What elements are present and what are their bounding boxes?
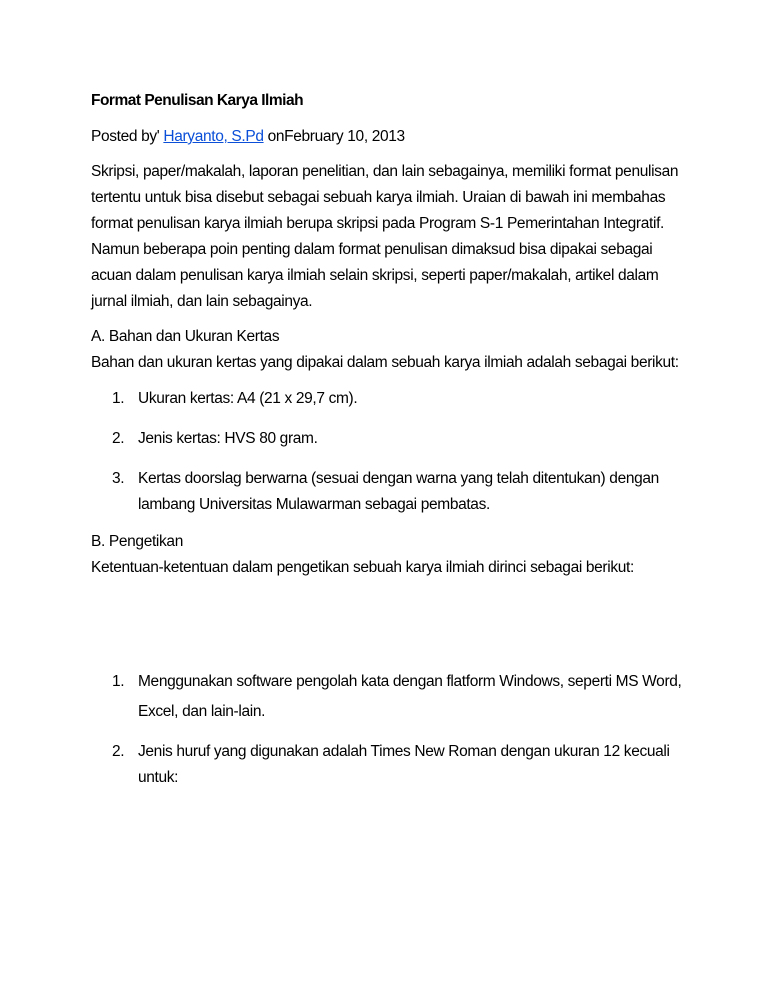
list-item — [91, 739, 691, 791]
list-item — [91, 386, 691, 412]
list-item-text: Ukuran kertas: A4 (21 x 29,7 cm). — [138, 390, 358, 407]
author-link[interactable]: Haryanto, S.Pd — [163, 128, 264, 145]
list-item-number: 1. — [112, 390, 125, 407]
list-item-number: 2. — [112, 430, 125, 447]
byline — [91, 124, 691, 150]
list-item — [91, 667, 691, 727]
blank-space — [91, 581, 691, 667]
list-item-number: 1. — [112, 673, 125, 690]
list-item-number: 3. — [112, 470, 125, 487]
list-item-text: Jenis huruf yang digunakan adalah Times New Roman dengan ukuran 12 kecuali untuk: — [138, 743, 670, 786]
section-a-heading: A. Bahan dan Ukuran Kertas — [91, 328, 280, 345]
list-item — [91, 466, 691, 518]
document-page — [91, 88, 691, 803]
list-item-text: Kertas doorslag berwarna (sesuai dengan warna yang telah ditentukan) dengan lambang Universitas Mulawarman sebagai pembatas. — [138, 470, 659, 513]
section-a-text: Bahan dan ukuran kertas yang dipakai dalam sebuah karya ilmiah adalah sebagai berikut: — [91, 354, 679, 371]
list-item — [91, 426, 691, 452]
section-b-heading: B. Pengetikan — [91, 533, 183, 550]
list-item-text: Jenis kertas: HVS 80 gram. — [138, 430, 318, 447]
list-item-number: 2. — [112, 743, 125, 760]
section-b-text: Ketentuan-ketentuan dalam pengetikan sebuah karya ilmiah dirinci sebagai berikut: — [91, 559, 634, 576]
section-a-list — [91, 386, 691, 518]
document-title: Format Penulisan Karya Ilmiah — [91, 92, 304, 109]
byline-date: onFebruary 10, 2013 — [267, 128, 405, 145]
intro-paragraph: Skripsi, paper/makalah, laporan penelitian, dan lain sebagainya, memiliki format penulisan tertentu untuk bisa disebut sebagai sebuah karya ilmiah. Uraian di bawah ini membahas format penulisan karya ilmiah berupa skripsi pada Program S-1 Pemerintahan Integratif. Namun beberapa poin penting dalam format penulisan dimaksud bisa dipakai sebagai acuan dalam penulisan karya ilmiah selain skripsi, seperti paper/makalah, artikel dalam jurnal ilmiah, dan lain sebagainya. — [91, 163, 679, 310]
list-item-text: Menggunakan software pengolah kata dengan flatform Windows, seperti MS Word, Excel, dan lain-lain. — [138, 673, 682, 720]
section-b-list — [91, 667, 691, 791]
byline-prefix: Posted by' — [91, 128, 160, 145]
